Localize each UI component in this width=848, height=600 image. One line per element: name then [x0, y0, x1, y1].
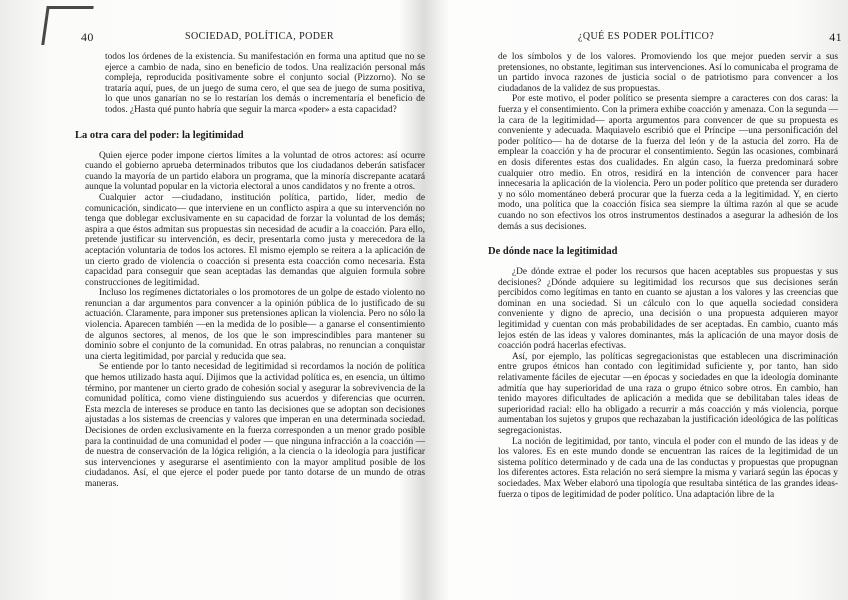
left-top-paragraph: todos los órdenes de la existencia. Su manifestación en forma una aptitud que no se ejerce a cambio de nada, sino en beneficio de todos. Una realización personal más compleja, reproducida positivamente sobre el conjunto social (Pizzorno). No se trataría aquí, pues, de un juego de suma cero, el que sea de juego de suma positiva, lo que unos ganarían no se lo restarían los demás o incrementaría el beneficio de todos. ¿Hasta qué punto habría que seguir la marca «poder» a esta capacidad? — [105, 52, 425, 115]
left-running-head — [81, 30, 425, 52]
left-paragraph-4: Se entiende por lo tanto necesidad de legitimidad si recordamos la noción de política que hemos utilizado hasta aquí. Dijimos que la actividad política es, en esencia, un último término, por mantener un cierto grado de cohesión social y asegurar la sobrevivencia de la comunidad política, como viene distinguiendo sus acuerdos y diferencias que ocurren. Esta mezcla de intereses se produce en tanto las decisiones que se adoptan son decisiones ajustadas a los sistemas de creencias y valores que imperan en una determinada sociedad. Decisiones de orden exclusivamente en la fuerza corresponden a un menor grado posible para la continuidad de una comunidad el poder — que ninguna infracción a la coacción — de nuestra de conservación de la lógica religión, a la ciencia o la ideología para justificar sus intervenciones y asegurarse el asentimiento con la mayor amplitud posible de los ciudadanos. Así, el que ejerce el poder puede por tanto dotarse de un mundo de otras maneras. — [85, 362, 425, 489]
right-running-title: ¿QUÉ ES PODER POLÍTICO? — [578, 31, 715, 42]
left-paragraph-3: Incluso los regímenes dictatoriales o los promotores de un golpe de estado violento no renuncian a dar argumentos para convencer a la opinión pública de lo justificado de su actuación. Claramente, para imponer sus pretensiones aplican la violencia. Pero no sólo la violencia. Aparecen también —en la medida de lo posible— a ganarse el consentimiento de algunos sectores, al menos, de los que le son imprescindibles para mantener su dominio sobre el conjunto de la comunidad. En otras palabras, no renuncian a conquistar una cierta legitimidad, por parcial y reducida que sea. — [85, 288, 425, 362]
right-paragraph-5: La noción de legitimidad, por tanto, vincula el poder con el mundo de las ideas y de los valores. Es en este mundo donde se encuentran las raíces de la legitimidad de un sistema político determinado y de cada una de las conductas y propuestas que propugnan los diferentes actores. Esta relación no será siempre la misma y variará según las épocas y sociedades. Max Weber elaboró una tipología que resultaba sintética de las grandes ideas-fuerza o tipos de legitimidad de poder político. Una adaptación libre de la — [498, 436, 838, 500]
left-page-number: 40 — [81, 30, 94, 44]
left-paragraph-2: Cualquier actor —ciudadano, institución política, partido, líder, medio de comunicación, sindicato— que interviene en un conflicto aspira a que su intervención no tenga que doblegar exclusivamente en su capacidad de forzar la voluntad de los demás; aspira a que éstos admitan sus propuestas sin necesidad de acudir a la coacción. Para ello, pretende justificar su intervención, es decir, presentarla como justa y merecedora de la aceptación voluntaria de todos los actores. El mismo ejemplo se reitera a la aplicación de un cierto grado de violencia o coacción si presenta esta coacción como necesaria. Esta capacidad para conseguir que sean aceptadas las demandas que alguien formula sobre construcciones de legitimidad. — [85, 192, 425, 288]
left-section-heading: La otra cara del poder: la legitimidad — [75, 129, 244, 141]
right-page-number: 41 — [829, 30, 842, 44]
right-section-heading: De dónde nace la legitimidad — [488, 246, 618, 258]
right-paragraph-1: de los símbolos y de los valores. Promoviendo los que mejor pueden servir a sus pretensiones, no obstante, legitiman sus intervenciones. Así lo comunicaba el programa de un partido invoca razones de justicia social o de patriotismo para convencer a los ciudadanos de la validez de sus propuestas. — [498, 52, 838, 94]
right-paragraph-4: Así, por ejemplo, las políticas segregacionistas que establecen una discriminación entre grupos étnicos han contado con legitimidad suficiente y, por tanto, han sido relativamente fáciles de ejecutar —en épocas y sociedades en que la ideología dominante admitía que hay superioridad de una raza o grupo étnico sobre otros. En cambio, han tenido mayores dificultades de aplicación a medida que se debilitaban tales ideas de superioridad racial: ello ha obligado a recurrir a más coacción y más violencia, porque aumentaban los sujetos y grupos que rechazaban la justificación ideológica de las políticas segregacionistas. — [498, 351, 838, 436]
right-paragraph-3: ¿De dónde extrae el poder los recursos que hacen aceptables sus propuestas y sus decisiones? ¿Dónde adquiere su legitimidad los recursos que sus decisiones serán percibidos como legítimas en tanto en cuanto se ajustan a los valores y las creencias que dominan en una sociedad. Si un cálculo con lo que aquella sociedad considera conveniente y digno de aprecio, una decisión o una propuesta adquieren mayor legitimidad y cuentan con más probabilidades de ser aceptadas. En cambio, cuanto más lejos estén de las ideas y valores dominantes, más la aplicación de una mayor dosis de coacción podrá hacerlas efectivas. — [498, 267, 838, 352]
left-page — [75, 30, 425, 590]
right-paragraph-2: Por este motivo, el poder político se presenta siempre a caracteres con dos caras: la fuerza y el consentimiento. Con la primera exhibe coacción y amenaza. Con la segunda —la cara de la legitimidad— aporta argumentos para convencer de que su propuesta es conveniente y adecuada. Maquiavelo escribió que el Príncipe —una personificación del poder político— ha de dotarse de la fuerza del león y de la astucia del zorro. Ha de emplear la coacción y ha de procurar el consentimiento. Según las ocasiones, combinará en dosis diferentes estas dos cualidades. En algún caso, la fuerza predominará sobre cualquier otro medio. En otros, residirá en la intención de convencer para hacer innecesaria la aplicación de la violencia. Pero un poder político que pretenda ser duradero y no sólo momentáneo deberá procurar que la fuerza ceda a la legitimidad. Y, en cierto modo, una política que la coacción física sea siempre la última razón al que se acude cuando no son efectivos los otros instrumentos destinados a asegurar la adhesión de los demás a sus decisiones. — [498, 94, 838, 232]
right-running-head — [498, 30, 842, 52]
left-paragraph-1: Quien ejerce poder impone ciertos límites a la voluntad de otros actores: así ocurre cuando el gobierno aprueba determinados tributos que los ciudadanos deberán satisfacer cuando la mayoría de un partido elabora un programa, que la minoría discrepante acatará aunque la voluntad popular en la victoria electoral a unos candidatos y no frente a otros. — [85, 150, 425, 193]
right-page — [488, 30, 842, 590]
left-running-title: SOCIEDAD, POLÍTICA, PODER — [185, 31, 334, 42]
